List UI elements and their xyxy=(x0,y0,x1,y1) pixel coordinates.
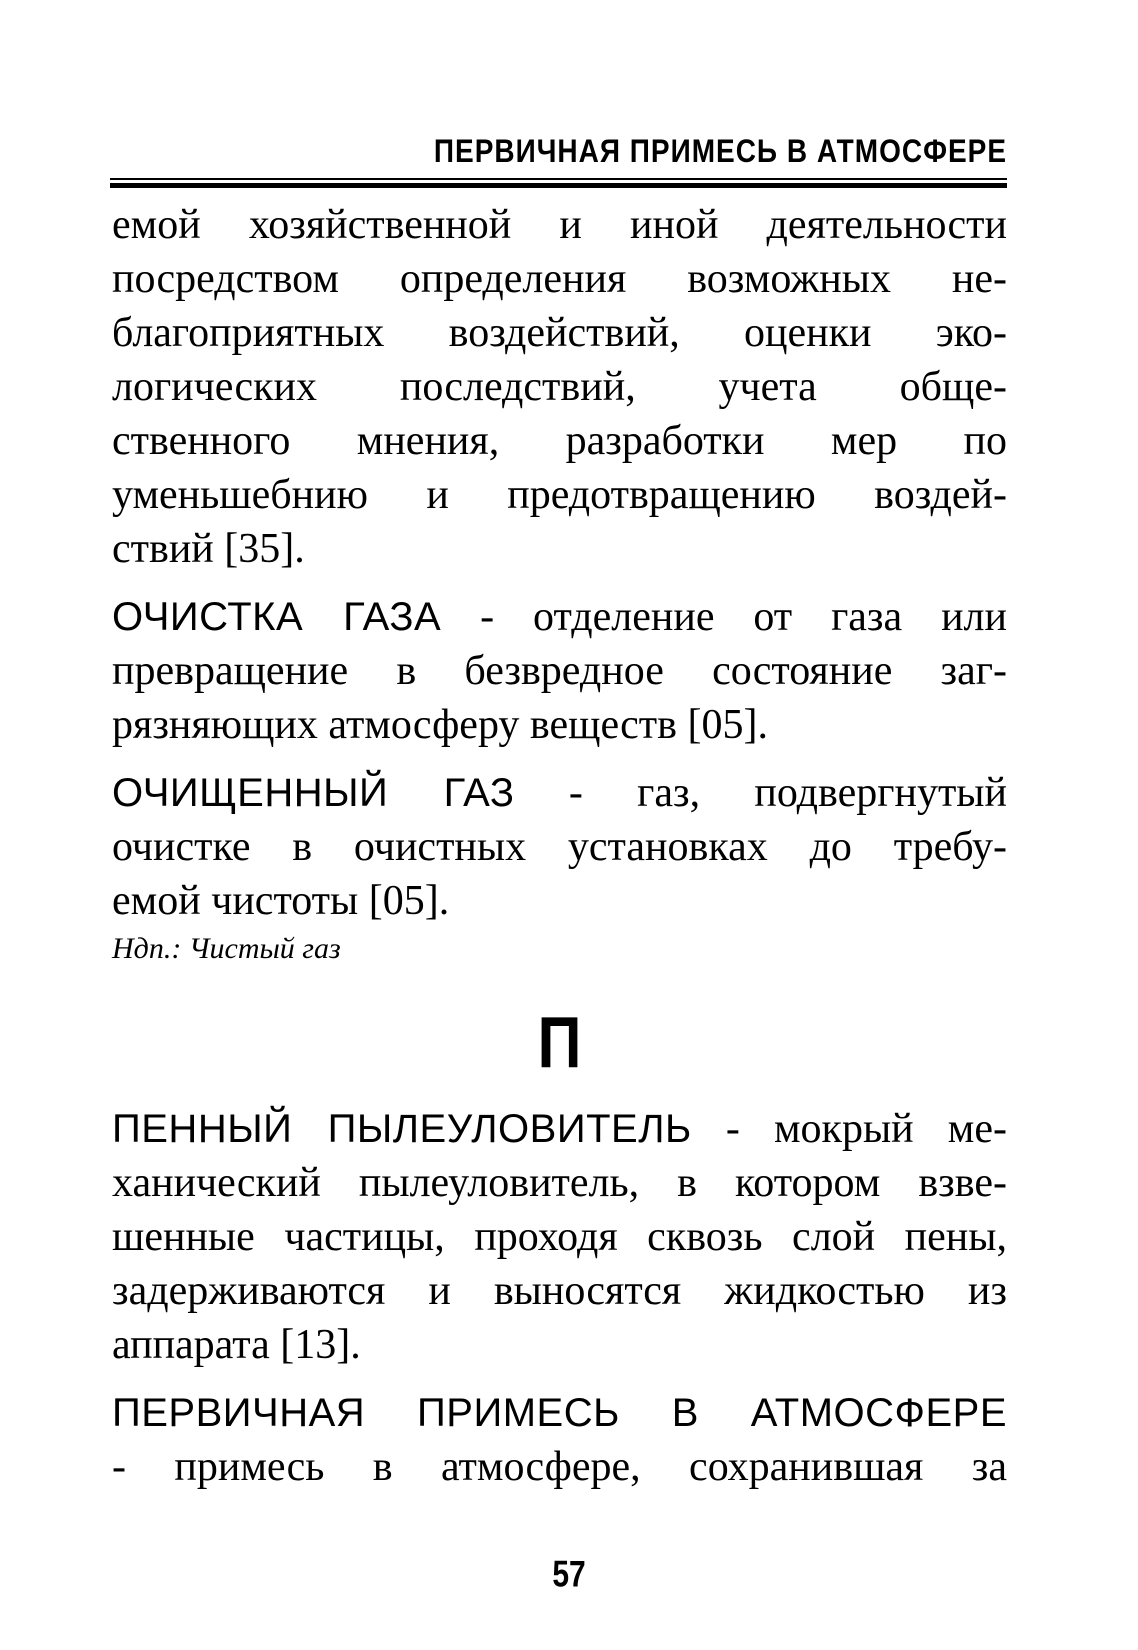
entry-first-line xyxy=(112,1386,1007,1440)
entry-note: Ндп.: Чистый газ xyxy=(112,932,341,965)
dictionary-entry xyxy=(112,1102,1007,1372)
text-line: аппарата [13]. xyxy=(112,1322,361,1368)
running-header: ПЕРВИЧНАЯ ПРИМЕСЬ В АТМОСФЕРЕ xyxy=(433,133,1007,169)
text-line: превращение в безвредное состояние заг- xyxy=(112,648,1007,694)
text-line: уменьшебнию и предотвращению воздей- xyxy=(112,472,1007,518)
entry-term: ОЧИСТКА ГАЗА xyxy=(112,595,442,639)
entry-term: ПЕННЫЙ ПЫЛЕУЛОВИТЕЛЬ xyxy=(112,1107,692,1151)
text-line: задерживаются и выносятся жидкостью из xyxy=(112,1268,1007,1314)
entry-term: ПЕРВИЧНАЯ ПРИМЕСЬ В АТМОСФЕРЕ xyxy=(112,1391,1007,1435)
text-line: ствий [35]. xyxy=(112,526,305,572)
text-line: рязняющих атмосферу веществ [05]. xyxy=(112,702,768,748)
page-number: 57 xyxy=(552,1553,586,1595)
entry-definition-start: - газ, подвергнутый xyxy=(514,770,1007,816)
text-line: шенные частицы, проходя сквозь слой пены, xyxy=(112,1214,1007,1260)
text-line: емой чистоты [05]. xyxy=(112,878,450,924)
text-line: очистке в очистных установках до требу- xyxy=(112,824,1007,870)
page-body xyxy=(112,198,1007,1494)
dictionary-entry xyxy=(112,590,1007,752)
dictionary-entry xyxy=(112,1386,1007,1494)
entry-definition-start: - мокрый ме- xyxy=(691,1106,1007,1152)
entry-definition-start: - отделение от газа или xyxy=(441,594,1007,640)
text-line: ханический пылеуловитель, в котором взве- xyxy=(112,1160,1007,1206)
entry-term: ОЧИЩЕННЫЙ ГАЗ xyxy=(112,771,515,815)
text-line: ственного мнения, разработки мер по xyxy=(112,418,1007,464)
text-line: благоприятных воздействий, оценки эко- xyxy=(112,310,1007,356)
entry-first-line xyxy=(112,590,1007,644)
section-letter-heading: П xyxy=(537,1003,582,1083)
header-rule-thick xyxy=(110,183,1007,188)
text-line: - примесь в атмосфере, сохранившая за xyxy=(112,1444,1007,1490)
entry-first-line xyxy=(112,1102,1007,1156)
dictionary-entry xyxy=(112,766,1007,968)
text-line: емой хозяйственной и иной деятельности xyxy=(112,202,1007,248)
text-line: посредством определения возможных не- xyxy=(112,256,1007,302)
header-rule-thin xyxy=(110,178,1007,180)
entry-first-line xyxy=(112,766,1007,820)
text-line: логических последствий, учета обще- xyxy=(112,364,1007,410)
intro-paragraph xyxy=(112,198,1007,576)
